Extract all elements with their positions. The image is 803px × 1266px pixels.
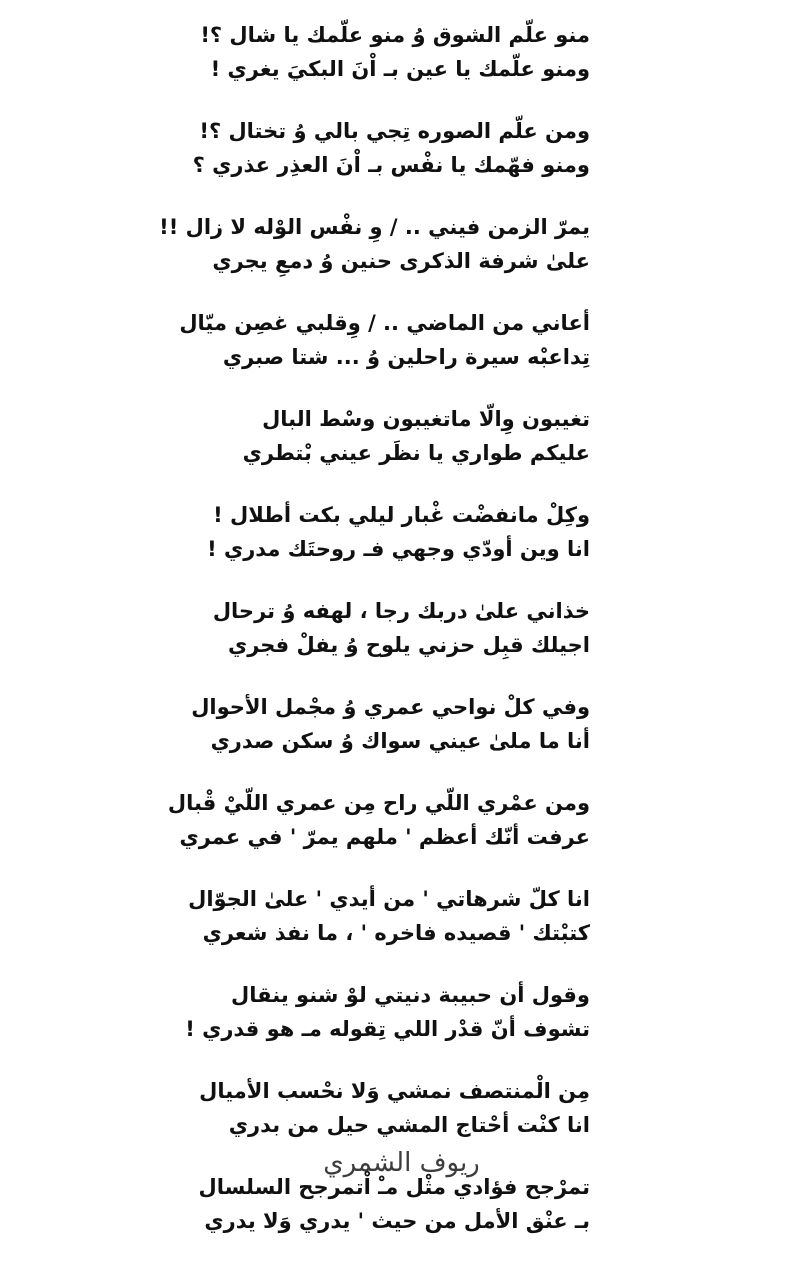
poem-line: وفي كلْ نواحي عمري وُ مجْمل الأحوال xyxy=(191,695,590,719)
poem-line: اجيلك قبِل حزني يلوح وُ يفلْ فجري xyxy=(227,633,590,657)
poem-line: بـ عنْق الأمل من حيث ' يدري وَلا يدري xyxy=(204,1209,590,1233)
poem-line: يمرّ الزمن فيني .. / وِ نفْس الوْله لا زال !! xyxy=(159,215,590,239)
stanza xyxy=(0,690,590,758)
poem-line: خذاني علىٰ دربك رجا ، لهفه وُ ترحال xyxy=(212,599,590,623)
stanza xyxy=(0,18,590,86)
stanza xyxy=(0,1074,590,1142)
stanza xyxy=(0,978,590,1046)
poem-line: ومن علّم الصوره تِجي بالي وُ تختال ؟! xyxy=(199,119,590,143)
stanza xyxy=(0,114,590,182)
poem-line: أعاني من الماضي .. / وِقلبي غصِن ميّال xyxy=(179,311,590,335)
poem-line: عليكم طواري يا نظَر عيني بْتطري xyxy=(242,441,590,465)
poem-line: منو علّم الشوق وُ منو علّمك يا شال ؟! xyxy=(200,23,590,47)
stanza xyxy=(0,882,590,950)
poem-line: ومنو فهّمك يا نفْس بـ اْنَ العذِر عذري ؟ xyxy=(192,153,590,177)
poet-signature: ريوف الشمري xyxy=(323,1148,480,1178)
poem-line: تشوف أنّ قدْر اللي تِقوله مـ هو قدري ! xyxy=(185,1017,590,1041)
stanza xyxy=(0,594,590,662)
stanza xyxy=(0,306,590,374)
stanza xyxy=(0,210,590,278)
poem-line: تِداعبْه سيرة راحلين وُ ... شتا صبري xyxy=(222,345,590,369)
poem-line: انا وين أودّي وجهي فـ روحتَك مدري ! xyxy=(207,537,590,561)
stanza xyxy=(0,498,590,566)
poem-line: علىٰ شرفة الذكرى حنين وُ دمعِ يجري xyxy=(212,249,590,273)
stanza xyxy=(0,1170,590,1238)
poem-line: ومن عمْري اللّي راح مِن عمري اللّيْ قْبال xyxy=(167,791,590,815)
poem-line: تمرْجح فؤادي مثْل مـْ اْتمرجح السلسال xyxy=(198,1175,590,1199)
poem-line: عرفت أنّك أعظم ' ملهم يمرّ ' في عمري xyxy=(179,825,590,849)
poem-line: ومنو علّمك يا عين بـ اْنَ البكيَ يغري ! xyxy=(210,57,590,81)
poem-line: تغيبون وِالّا ماتغيبون وسْط البال xyxy=(262,407,590,431)
stanza xyxy=(0,402,590,470)
poem-line: مِن الْمنتصف نمشي وَلا نحْسب الأميال xyxy=(199,1079,590,1103)
poem-line: انا كلّ شرهاتي ' من أيدي ' علىٰ الجوّال xyxy=(188,887,590,911)
poem-line: أنا ما ملىٰ عيني سواك وُ سكن صدري xyxy=(210,729,590,753)
poem-line: وقول أن حبيبة دنيتي لوْ شنو ينقال xyxy=(231,983,590,1007)
poem-body xyxy=(0,18,590,1266)
poem-line: وكِلْ مانفضْت غْبار ليلي بكت أطلال ! xyxy=(213,503,590,527)
poem-line: انا كنْت أحْتاج المشي حيل من بدري xyxy=(228,1113,590,1137)
poem-line: كتبْتك ' قصيده فاخره ' ، ما نفذ شعري xyxy=(202,921,590,945)
stanza xyxy=(0,786,590,854)
